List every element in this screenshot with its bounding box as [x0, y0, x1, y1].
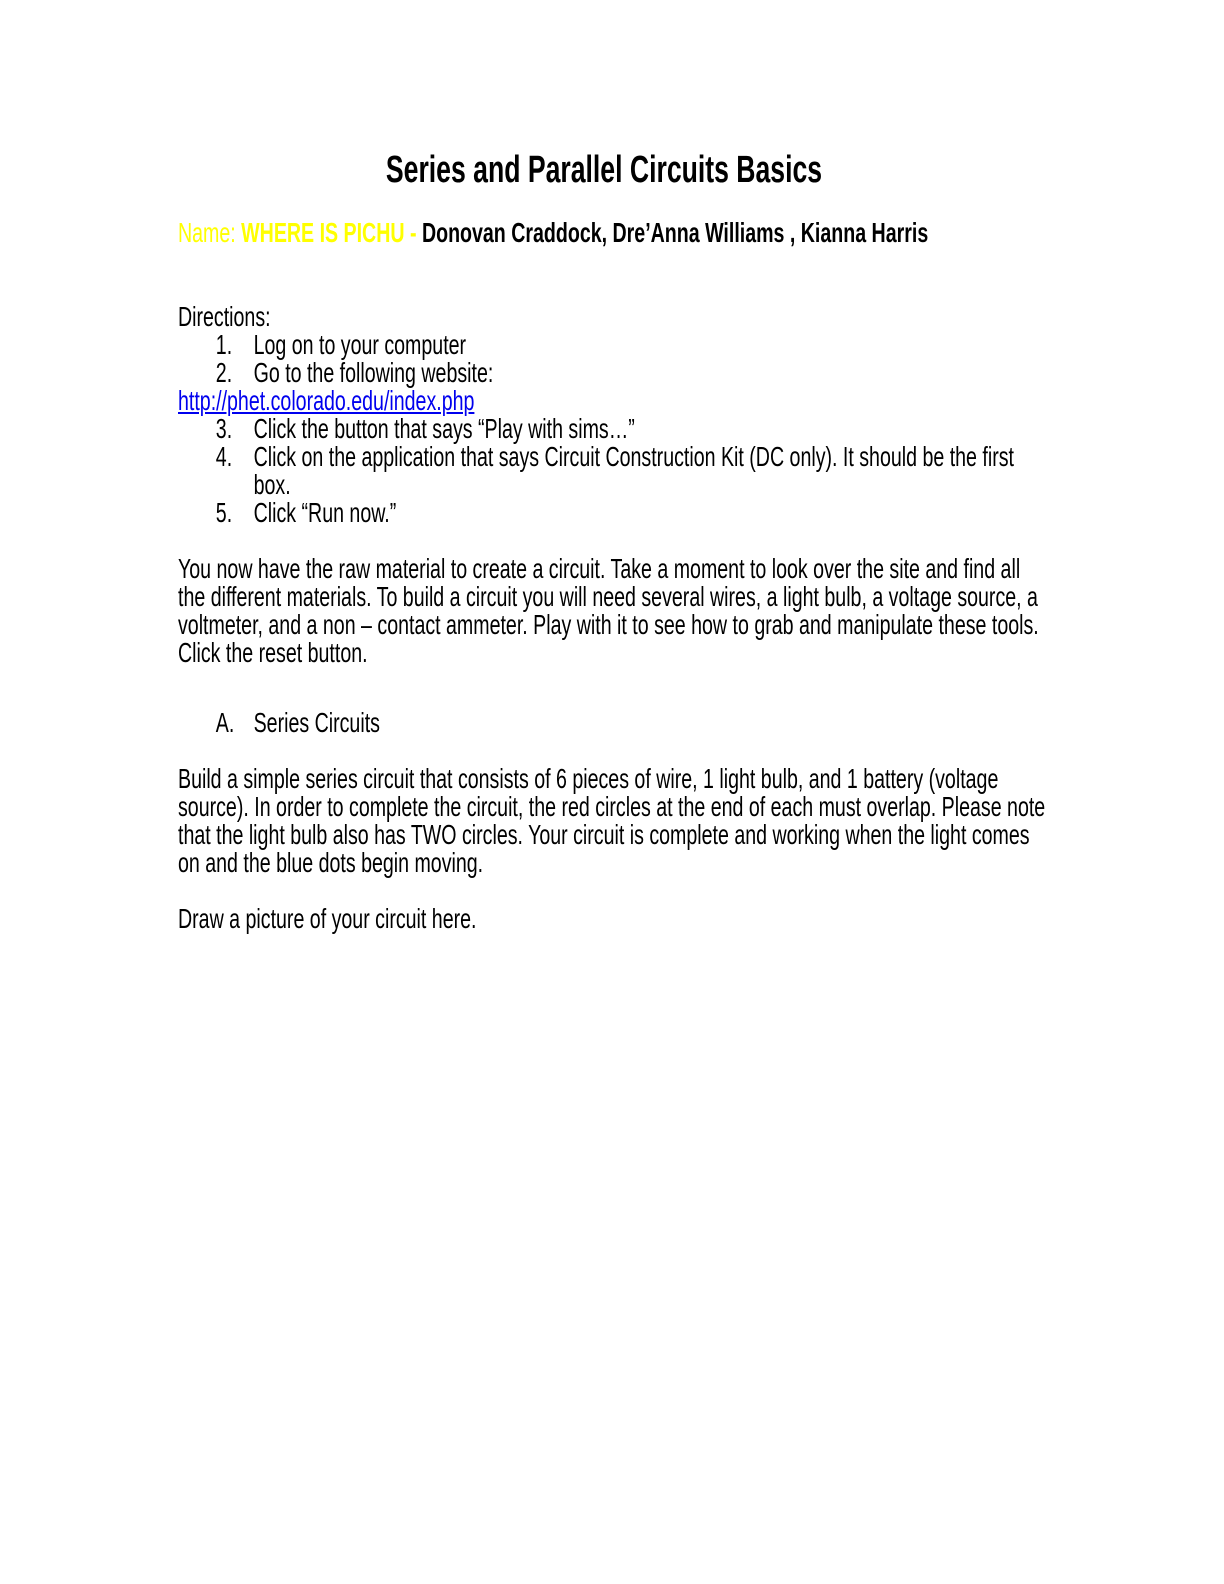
direction-step-1	[178, 331, 1050, 359]
document-body	[178, 219, 1050, 933]
reset-instruction: Click the reset button.	[178, 637, 368, 668]
step-number: 3.	[215, 413, 233, 444]
document-title: Series and Parallel Circuits Basics	[385, 149, 823, 191]
draw-instruction: Draw a picture of your circuit here.	[178, 903, 477, 934]
step-text: Click “Run now.”	[253, 497, 397, 528]
name-line	[178, 219, 1050, 247]
step-number: 1.	[215, 329, 233, 360]
phet-website-link[interactable]: http://phet.colorado.edu/index.php	[178, 385, 475, 416]
section-letter: A.	[215, 707, 235, 738]
step-text: Click the button that says “Play with sims…”	[253, 413, 635, 444]
directions-list	[178, 331, 1050, 527]
step-text: Click on the application that says Circuit Construction Kit (DC only). It should be the first box.	[253, 441, 1014, 500]
direction-step-3	[178, 415, 1050, 443]
website-link-line	[178, 387, 1050, 415]
section-a-heading	[178, 709, 1050, 737]
section-title: Series Circuits	[253, 707, 380, 738]
step-number: 4.	[215, 441, 233, 472]
direction-step-5	[178, 499, 1050, 527]
direction-step-2	[178, 359, 1050, 387]
step-text: Log on to your computer	[253, 329, 467, 360]
student-names: Donovan Craddock, Dre’Anna Williams , Kianna Harris	[421, 217, 929, 248]
step-number: 2.	[215, 357, 233, 388]
series-circuit-paragraph: Build a simple series circuit that consists of 6 pieces of wire, 1 light bulb, and 1 battery (voltage source). In order to complete the circuit, the red circles at the end of each must overlap. Please note that the light bulb also has TWO circles. Your circuit is complete and working when the light comes on and the blue dots begin moving.	[178, 763, 1046, 878]
directions-heading: Directions:	[178, 301, 271, 332]
name-label: Name:	[178, 217, 242, 248]
team-name-highlight: WHERE IS PICHU -	[241, 217, 422, 248]
direction-step-4	[178, 443, 1050, 499]
step-text: Go to the following website:	[253, 357, 494, 388]
intro-paragraph: You now have the raw material to create a circuit. Take a moment to look over the site and find all the different materials. To build a circuit you will need several wires, a light bulb, a voltage source, a voltmeter, and a non – contact ammeter. Play with it to see how to grab and manipulate these tools.	[178, 553, 1039, 640]
step-number: 5.	[215, 497, 233, 528]
